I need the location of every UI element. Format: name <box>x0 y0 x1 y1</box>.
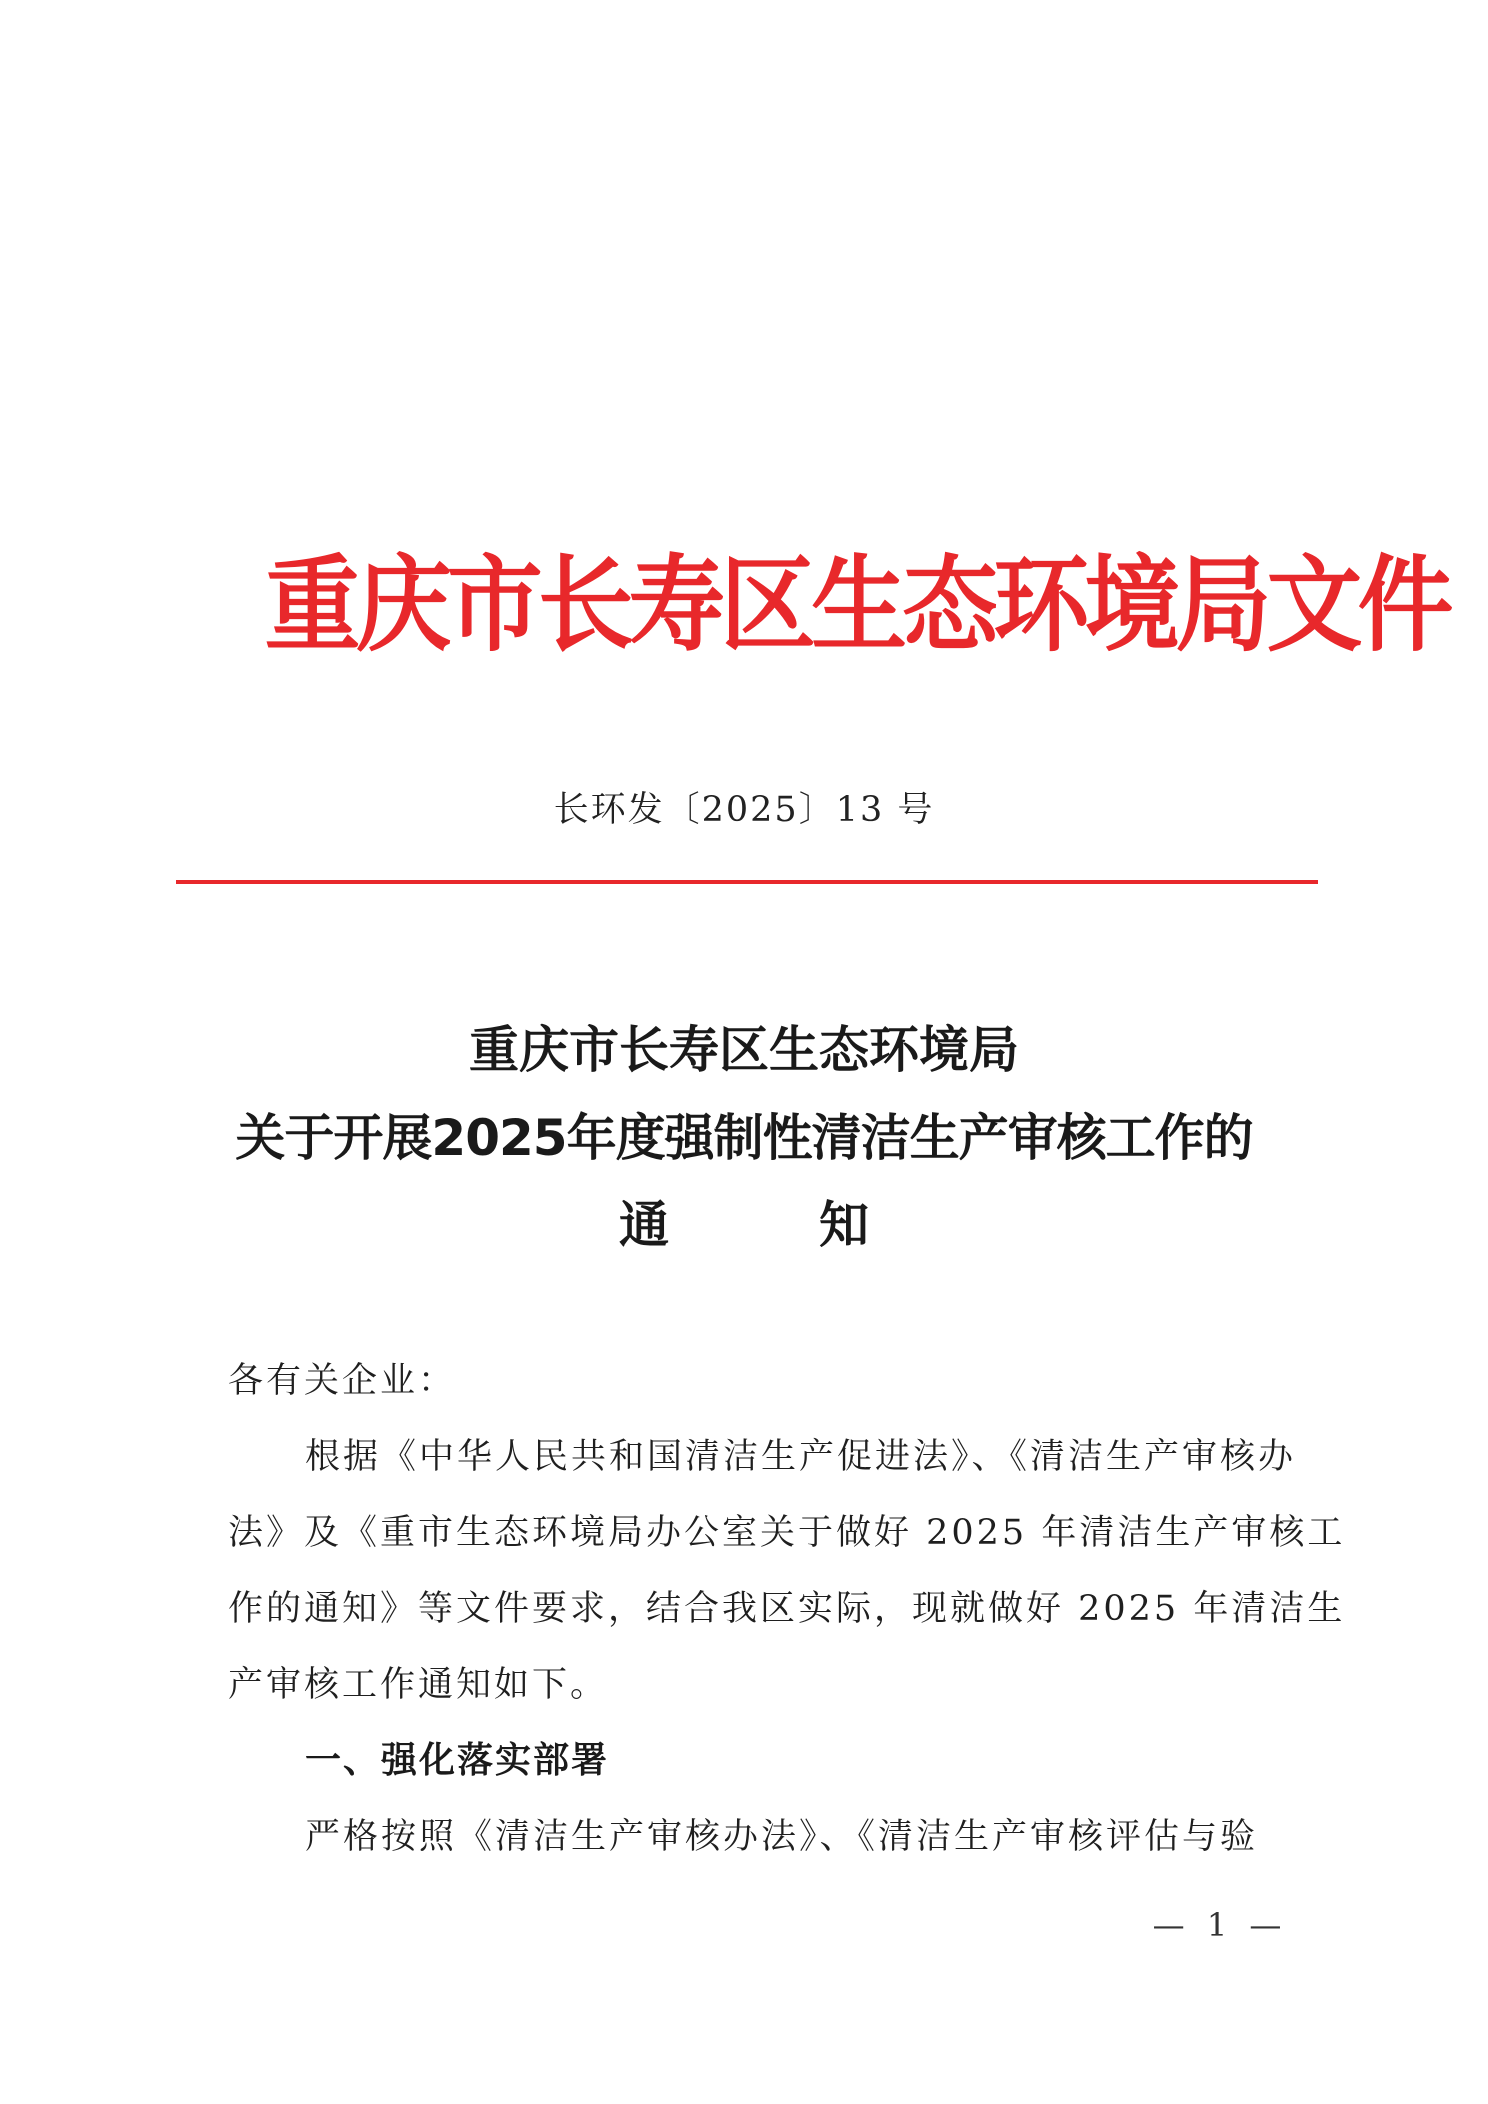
salutation: 各有关企业： <box>228 1361 457 1401</box>
paragraph-1-line-2: 法》及《重市生态环境局办公室关于做好 2025 年清洁生产审核工 <box>228 1513 1346 1553</box>
notice-title-line-3 <box>160 1190 1328 1260</box>
notice-title-char-1: 通 <box>619 1196 669 1254</box>
page-number: — 1 — <box>1152 1906 1288 1944</box>
notice-title-char-2: 知 <box>819 1196 869 1254</box>
notice-title-line-2: 关于开展2025年度强制性清洁生产审核工作的 <box>235 1109 1253 1167</box>
paragraph-2-line-1: 严格按照《清洁生产审核办法》、《清洁生产审核评估与验 <box>305 1817 1259 1857</box>
paragraph-1-line-4: 产审核工作通知如下。 <box>228 1665 609 1705</box>
notice-title-line-1: 重庆市长寿区生态环境局 <box>469 1021 1019 1079</box>
masthead-title: 重庆市长寿区生态环境局文件 <box>264 544 1449 666</box>
document-number: 长环发〔2025〕13 号 <box>553 790 935 830</box>
red-divider-rule <box>176 880 1318 884</box>
paragraph-1-line-3: 作的通知》等文件要求，结合我区实际，现就做好 2025 年清洁生 <box>228 1589 1346 1629</box>
paragraph-1-line-1: 根据《中华人民共和国清洁生产促进法》、《清洁生产审核办 <box>305 1437 1297 1477</box>
section-heading-1: 一、强化落实部署 <box>305 1740 610 1781</box>
